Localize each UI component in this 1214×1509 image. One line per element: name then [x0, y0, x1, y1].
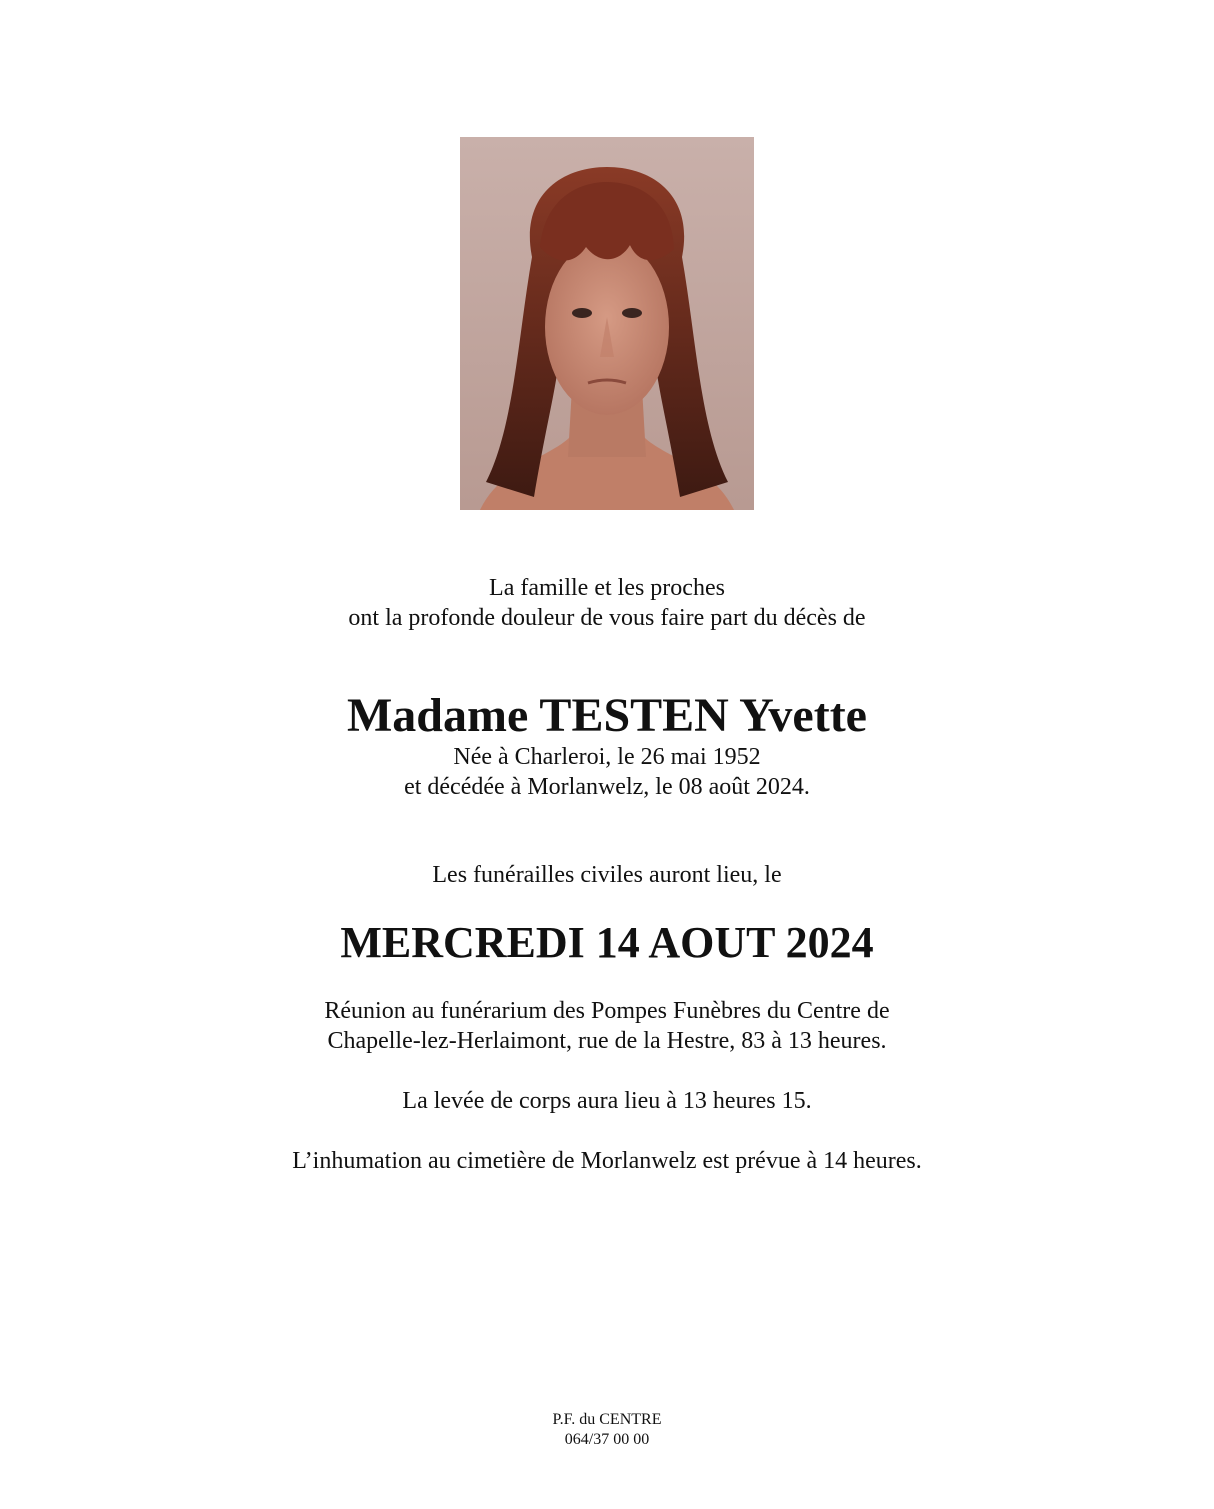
- deceased-name: Madame TESTEN Yvette: [347, 689, 867, 742]
- death-info: et décédée à Morlanwelz, le 08 août 2024.: [404, 774, 810, 800]
- birth-info: Née à Charleroi, le 26 mai 1952: [453, 744, 761, 770]
- meeting-line-1: Réunion au funérarium des Pompes Funèbres du Centre de: [324, 998, 890, 1024]
- burial-info: L’inhumation au cimetière de Morlanwelz est prévue à 14 heures.: [292, 1148, 922, 1174]
- intro-line-2: ont la profonde douleur de vous faire part du décès de: [348, 605, 866, 631]
- meeting-line-2: Chapelle-lez-Herlaimont, rue de la Hestre, 83 à 13 heures.: [327, 1028, 887, 1054]
- funeral-home-name: P.F. du CENTRE: [552, 1411, 662, 1428]
- funeral-announcement: Les funérailles civiles auront lieu, le: [432, 862, 782, 888]
- levee-info: La levée de corps aura lieu à 13 heures 15.: [402, 1088, 812, 1114]
- intro-line-1: La famille et les proches: [489, 575, 725, 601]
- funeral-home-phone: 064/37 00 00: [564, 1431, 650, 1448]
- portrait-photo: [460, 137, 754, 510]
- funeral-date: MERCREDI 14 AOUT 2024: [340, 918, 874, 967]
